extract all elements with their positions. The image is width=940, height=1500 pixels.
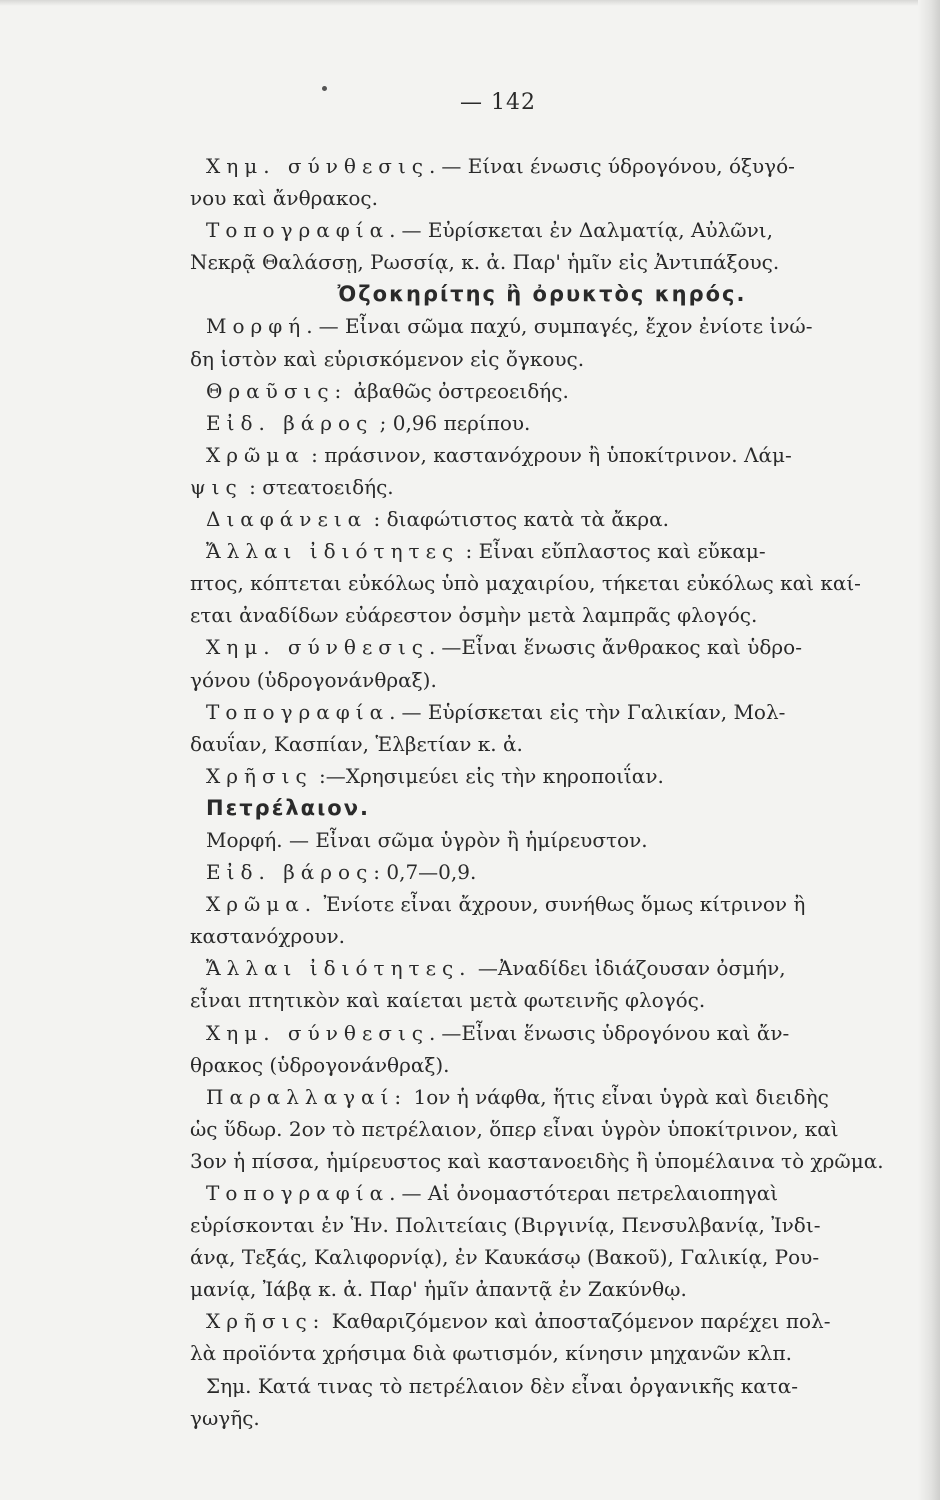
- line-text: — Αἱ ὀνομαστότεραι πετρελαιοπηγαὶ: [401, 1181, 779, 1205]
- line-text: εται ἀναδίδων εὐάρεστον ὀσμὴν μετὰ λαμπρᾶς φλογός.: [190, 603, 758, 628]
- text-line: [190, 1402, 894, 1434]
- line-text: : διαφώτιστος κατὰ τὰ ἄκρα.: [367, 507, 670, 532]
- text-line: [190, 471, 894, 503]
- text-line: [190, 920, 894, 952]
- field-label: Χημ. σύνθεσις.: [206, 154, 442, 178]
- text-line: [190, 856, 894, 888]
- line-text: : πράσινον, καστανόχρουν ἢ ὑποκίτρινον. Λάμ-: [304, 442, 792, 467]
- line-text: εὑρίσκονται ἐν Ἡν. Πολιτείαις (Βιργινίᾳ, Πενσυλβανίᾳ, Ἰνδι-: [190, 1213, 821, 1238]
- field-label: Χρῶμα.: [206, 892, 318, 917]
- line-text: Ἐνίοτε εἶναι ἄχρουν, συνήθως ὅμως κίτρινον ἢ: [317, 892, 806, 917]
- section-heading: [190, 278, 894, 310]
- field-label: Χρῶμα: [206, 442, 305, 467]
- line-text: γόνου (ὑδρογονάνθραξ).: [190, 667, 437, 692]
- line-text: καστανόχρουν.: [190, 924, 346, 949]
- line-text: δαυΐαν, Κασπίαν, Ἑλβετίαν κ. ἀ.: [190, 731, 523, 756]
- line-text: γωγῆς.: [190, 1405, 260, 1430]
- text-line: [190, 182, 894, 214]
- field-label: Εἰδ. βάρος: [206, 410, 374, 435]
- text-line: [190, 407, 894, 439]
- line-text: 3ον ἡ πίσσα, ἡμίρευστος καὶ καστανοειδὴς ἢ ὑπομέλαινα τὸ χρῶμα.: [190, 1148, 884, 1173]
- text-line: [190, 310, 894, 342]
- field-label: Τοπογραφία.: [206, 699, 402, 724]
- line-text: —Ἀναδίδει ἰδιάζουσαν ὀσμήν,: [471, 956, 786, 981]
- line-text: : στεατοειδής.: [242, 474, 394, 499]
- field-label: Τοπογραφία.: [206, 1181, 402, 1205]
- section-heading: [190, 792, 894, 824]
- line-text: Νεκρᾷ Θαλάσσῃ, Ρωσσίᾳ, κ. ἀ. Παρ' ἡμῖν εἰς Ἀντιπάξους.: [190, 250, 780, 275]
- text-line: [190, 1209, 894, 1241]
- line-text: — Είναι ένωσις ύδρογόνου, όξυγό-: [441, 154, 795, 178]
- field-label: Παραλλαγαί:: [206, 1084, 408, 1109]
- line-text: —Εἶναι ἕνωσις ἄνθρακος καὶ ὑδρο-: [441, 635, 802, 660]
- text-line: [190, 1370, 894, 1402]
- field-label: Τοπογραφία.: [206, 218, 402, 243]
- field-label: Χημ. σύνθεσις.: [206, 1020, 442, 1045]
- text-line: [190, 888, 894, 920]
- ink-dot: [322, 86, 327, 91]
- line-text: ἀβαθῶς ὀστρεοειδής.: [347, 378, 569, 403]
- text-line: [190, 343, 894, 375]
- text-line: [190, 599, 894, 631]
- text-line: [190, 631, 894, 663]
- line-text: ὡς ὕδωρ. 2ον τὸ πετρέλαιον, ὅπερ εἶναι ὑγρὸν ὑποκίτρινον, καὶ: [190, 1116, 839, 1141]
- line-text: άνᾳ, Τεξάς, Καλιφορνίᾳ), ἐν Καυκάσῳ (Βακοῦ), Γαλικίᾳ, Ρου-: [190, 1245, 820, 1270]
- field-label: ψις: [190, 474, 243, 499]
- field-label: Ἄλλαι ἰδιότητες: [206, 539, 460, 564]
- line-text: λὰ προϊόντα χρήσιμα διὰ φωτισμόν, κίνησιν μηχανῶν κλπ.: [190, 1341, 792, 1366]
- field-label: Διαφάνεια: [206, 507, 368, 532]
- text-line: [190, 1113, 894, 1145]
- field-label: Μορφή.: [206, 314, 319, 339]
- text-line: [190, 760, 894, 792]
- text-line: [190, 984, 894, 1016]
- page-number: — 142: [460, 90, 536, 115]
- line-text: δη ἱστὸν καὶ εὑρισκόμενον εἰς ὄγκους.: [190, 346, 585, 371]
- text-line: [190, 728, 894, 760]
- text-line: [190, 150, 894, 182]
- line-text: —Εἶναι ἕνωσις ὑδρογόνου καὶ ἄν-: [441, 1020, 790, 1045]
- field-label: Θραῦσις:: [206, 378, 348, 403]
- line-text: θρακος (ὑδρογονάνθραξ).: [190, 1052, 450, 1077]
- line-text: εἶναι πτητικὸν καὶ καίεται μετὰ φωτεινῆς φλογός.: [190, 988, 706, 1013]
- text-line: [190, 1177, 894, 1209]
- line-text: — Εἶναι σῶμα παχύ, συμπαγές, ἔχον ἐνίοτε ἰνώ-: [318, 314, 813, 339]
- field-label: Εἰδ. βάρος: [206, 860, 374, 885]
- line-text: Σημ. Κατά τινας τὸ πετρέλαιον δὲν εἶναι ὀργανικῆς κατα-: [206, 1373, 799, 1398]
- text-line: [190, 664, 894, 696]
- text-line: [190, 246, 894, 278]
- text-line: [190, 1017, 894, 1049]
- text-line: [190, 1337, 894, 1369]
- text-line: [190, 567, 894, 599]
- line-text: :—Χρησιμεύει εἰς τὴν κηροποιΐαν.: [312, 763, 664, 788]
- line-text: πτος, κόπτεται εὐκόλως ὑπὸ μαχαιρίου, τήκεται εὐκόλως καὶ καί-: [190, 571, 861, 596]
- line-text: Καθαριζόμενον καὶ ἀποσταζόμενον παρέχει πολ-: [325, 1309, 831, 1334]
- text-line: [190, 503, 894, 535]
- text-line: [190, 1305, 894, 1337]
- text-line: [190, 439, 894, 471]
- line-text: : Εἶναι εὔπλαστος καὶ εὔκαμ-: [459, 539, 766, 564]
- text-line: [190, 535, 894, 567]
- line-text: Ὀζοκηρίτης ἢ ὀρυκτὸς κηρός.: [337, 282, 747, 307]
- text-line: [190, 214, 894, 246]
- line-text: — Εὑρίσκεται εἰς τὴν Γαλικίαν, Μολ-: [401, 699, 786, 724]
- line-text: : 0,7—0,9.: [373, 860, 477, 885]
- page-right-edge: [918, 0, 940, 1500]
- field-label: Χημ. σύνθεσις.: [206, 635, 442, 660]
- page-top-edge: [0, 0, 940, 6]
- text-line: [190, 375, 894, 407]
- text-line: [190, 696, 894, 728]
- text-line: [190, 952, 894, 984]
- line-text: — Εὐρίσκεται ἐν Δαλματίᾳ, Αὐλῶνι,: [401, 218, 773, 243]
- line-text: νου καὶ ἄνθρακος.: [190, 186, 378, 211]
- text-line: [190, 1081, 894, 1113]
- text-line: [190, 1241, 894, 1273]
- field-label: Χρῆσις:: [206, 1309, 326, 1334]
- line-text: Μορφή. — Εἶναι σῶμα ὑγρὸν ἢ ἡμίρευστον.: [206, 827, 648, 852]
- text-line: [190, 824, 894, 856]
- line-text: Πετρέλαιον.: [206, 795, 370, 820]
- line-text: ; 0,96 περίπου.: [373, 410, 531, 435]
- text-line: [190, 1145, 894, 1177]
- line-text: μανίᾳ, Ἰάβᾳ κ. ἀ. Παρ' ἡμῖν ἀπαντᾷ ἐν Ζακύνθῳ.: [190, 1277, 687, 1302]
- page-body-text: [190, 150, 894, 1434]
- text-line: [190, 1049, 894, 1081]
- field-label: Ἄλλαι ἰδιότητες.: [206, 956, 472, 981]
- field-label: Χρῆσις: [206, 763, 313, 788]
- line-text: 1ον ἡ νάφθα, ἥτις εἶναι ὑγρὰ καὶ διειδὴς: [407, 1084, 829, 1109]
- text-line: [190, 1273, 894, 1305]
